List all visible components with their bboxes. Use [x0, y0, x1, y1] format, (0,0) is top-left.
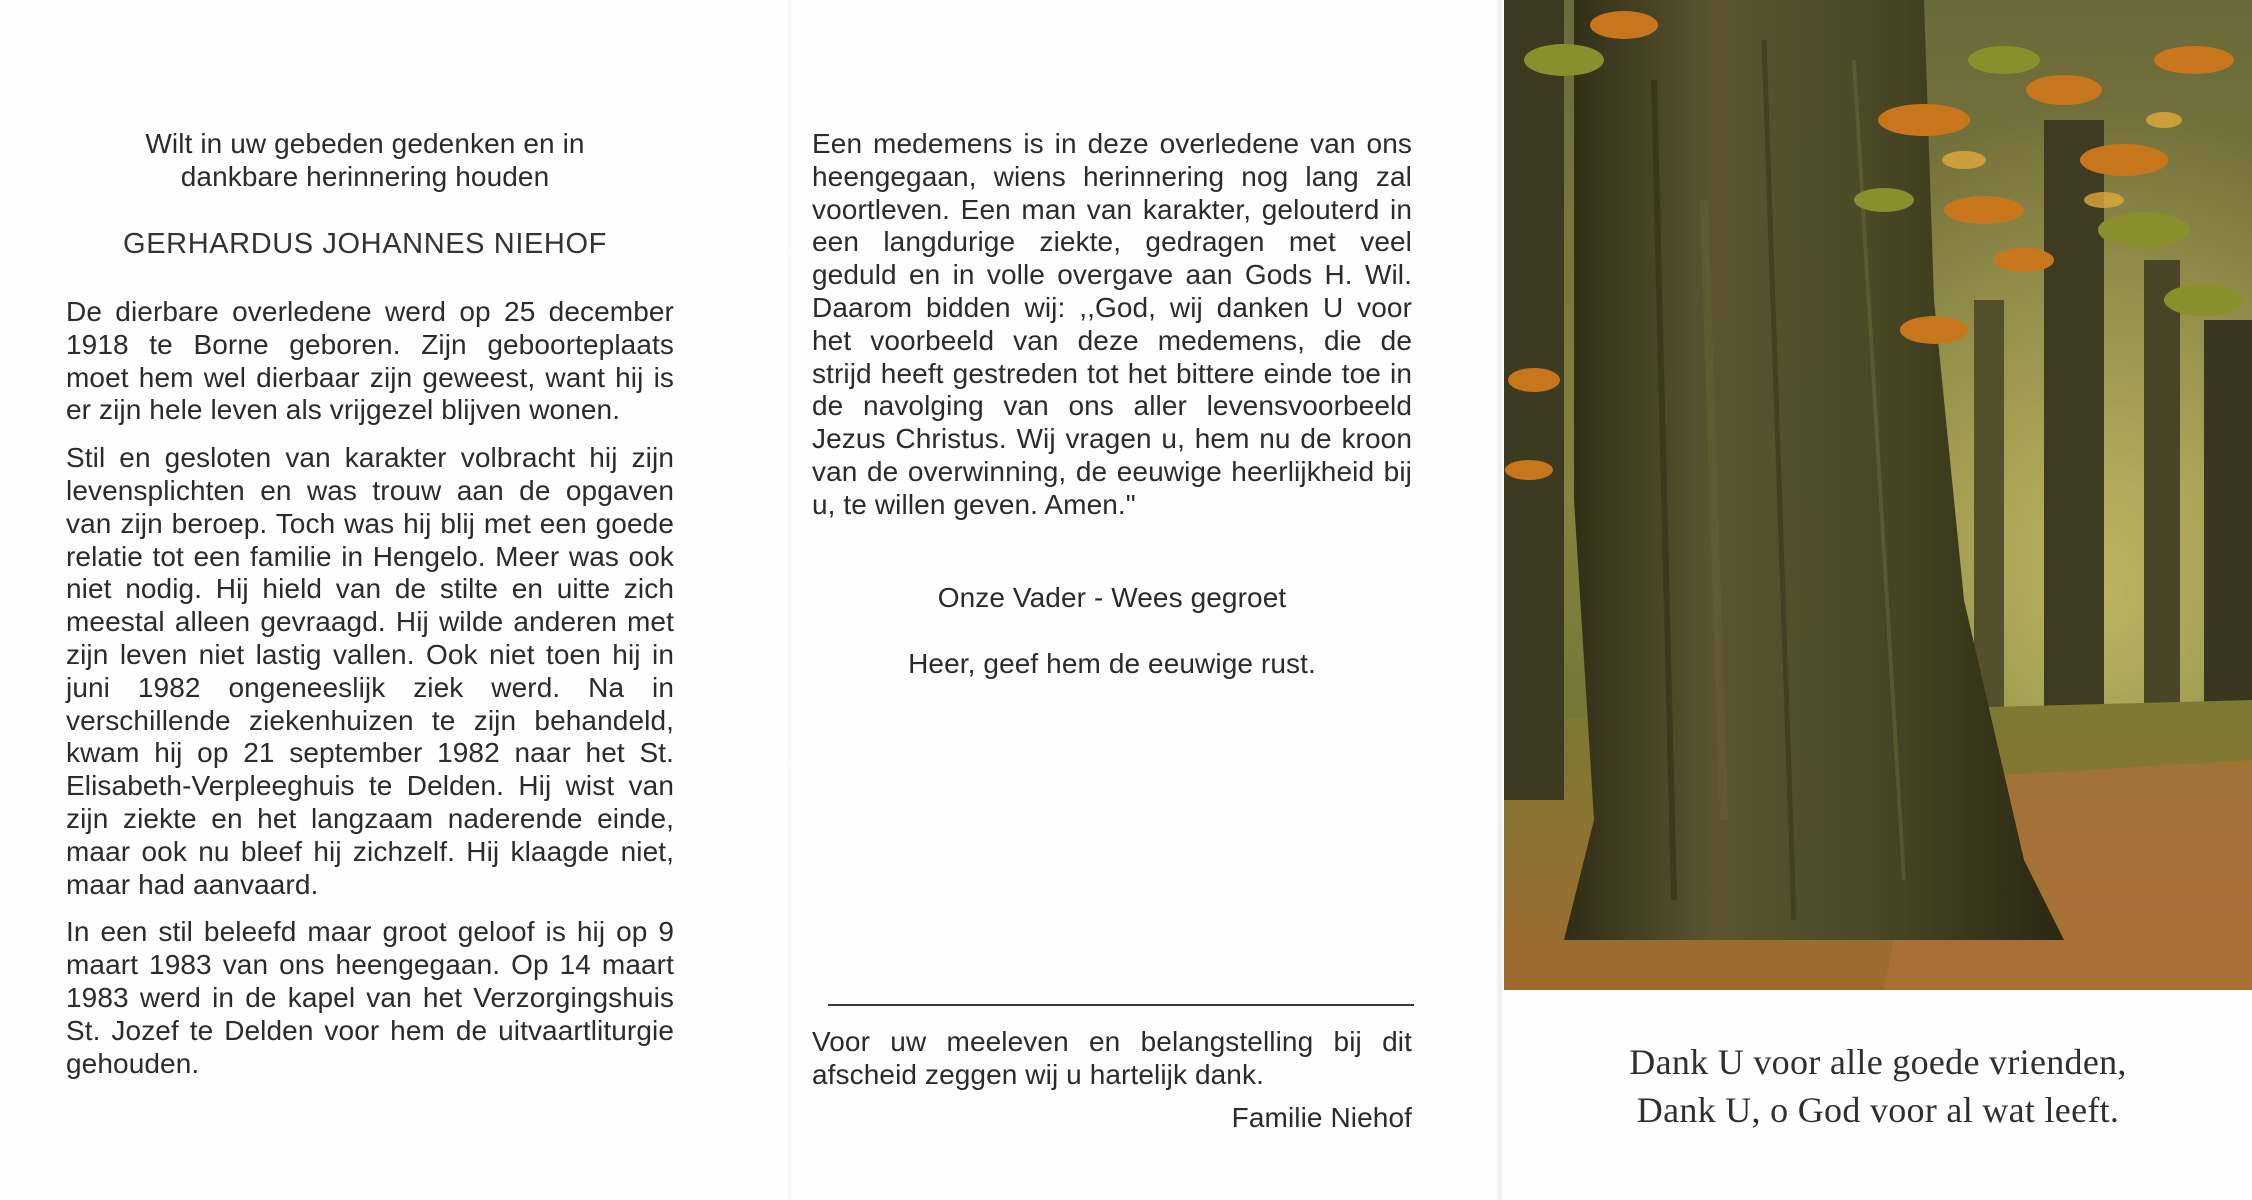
- thanks-text: Voor uw meeleven en belangstelling bij dit afscheid zeggen wij u hartelijk dank.: [812, 1026, 1412, 1090]
- closing-quote: [1504, 1038, 2252, 1134]
- autumn-forest-tree-photo: [1504, 0, 2252, 990]
- fold-line: [1496, 0, 1504, 1200]
- quote-line: Dank U voor alle goede vrienden,: [1629, 1042, 2127, 1082]
- prayer-line: Onze Vader - Wees gegroet: [937, 582, 1287, 613]
- fold-line: [788, 0, 791, 1200]
- intro-line: Wilt in uw gebeden gedenken en in: [145, 128, 585, 159]
- biography-paragraph: Stil en gesloten van karakter volbracht hij zijn levensplichten en was trouw aan de opgaven van zijn beroep. Toch was hij blij met een goede relatie tot een familie in Hengelo. Meer was ook niet nodig. Hij hield van de stilte en uitte zich meestal alleen gevraagd. Hij wilde anderen met zijn leven niet lastig vallen. Ook niet toen hij in juni 1982 ongeneeslijk ziek werd. Na in verschillende ziekenhuizen te zijn behandeld, kwam hij op 21 september 1982 naar het St. Elisabeth-Verpleeghuis te Delden. Hij wist van zijn ziekte en het langzaam naderende einde, maar ook nu bleef hij zichzelf. Hij klaagde niet, maar had aanvaard.: [66, 442, 674, 900]
- prayer-line: Heer, geef hem de eeuwige rust.: [908, 648, 1316, 679]
- remembrance-text: [812, 128, 1412, 522]
- remembrance-paragraph: Een medemens is in deze overledene van ons heengegaan, wiens herinnering nog lang zal voortleven. Een man van karakter, gelouterd in een langdurige ziekte, gedragen met veel geduld en in volle overgave aan Gods H. Wil. Daarom bidden wij: ,,God, wij danken U voor het voorbeeld van deze medemens, die de strijd heeft gestreden tot het bittere einde toe in de navolging van ons aller levensvoorbeeld Jezus Christus. Wij vragen u, hem nu de kroon van de overwinning, de eeuwige heerlijkheid bij u, te willen geven. Amen.": [812, 128, 1412, 520]
- intro-text: [80, 128, 650, 194]
- divider: [828, 1004, 1414, 1006]
- biography: [66, 296, 674, 1095]
- deceased-name: GERHARDUS JOHANNES NIEHOF: [123, 228, 607, 260]
- quote-line: Dank U, o God voor al wat leeft.: [1636, 1090, 2120, 1130]
- biography-paragraph: In een stil beleefd maar groot geloof is hij op 9 maart 1983 van ons heengegaan. Op 14 maart 1983 werd in de kapel van het Verzorgingshuis St. Jozef te Delden voor hem de uitvaartliturgie gehouden.: [66, 916, 674, 1079]
- biography-paragraph: De dierbare overledene werd op 25 december 1918 te Borne geboren. Zijn geboorteplaats moet hem wel dierbaar zijn geweest, want hij is er zijn hele leven als vrijgezel blijven wonen.: [66, 296, 674, 426]
- family-signature: Familie Niehof: [1231, 1102, 1412, 1133]
- intro-line: dankbare herinnering houden: [180, 160, 550, 192]
